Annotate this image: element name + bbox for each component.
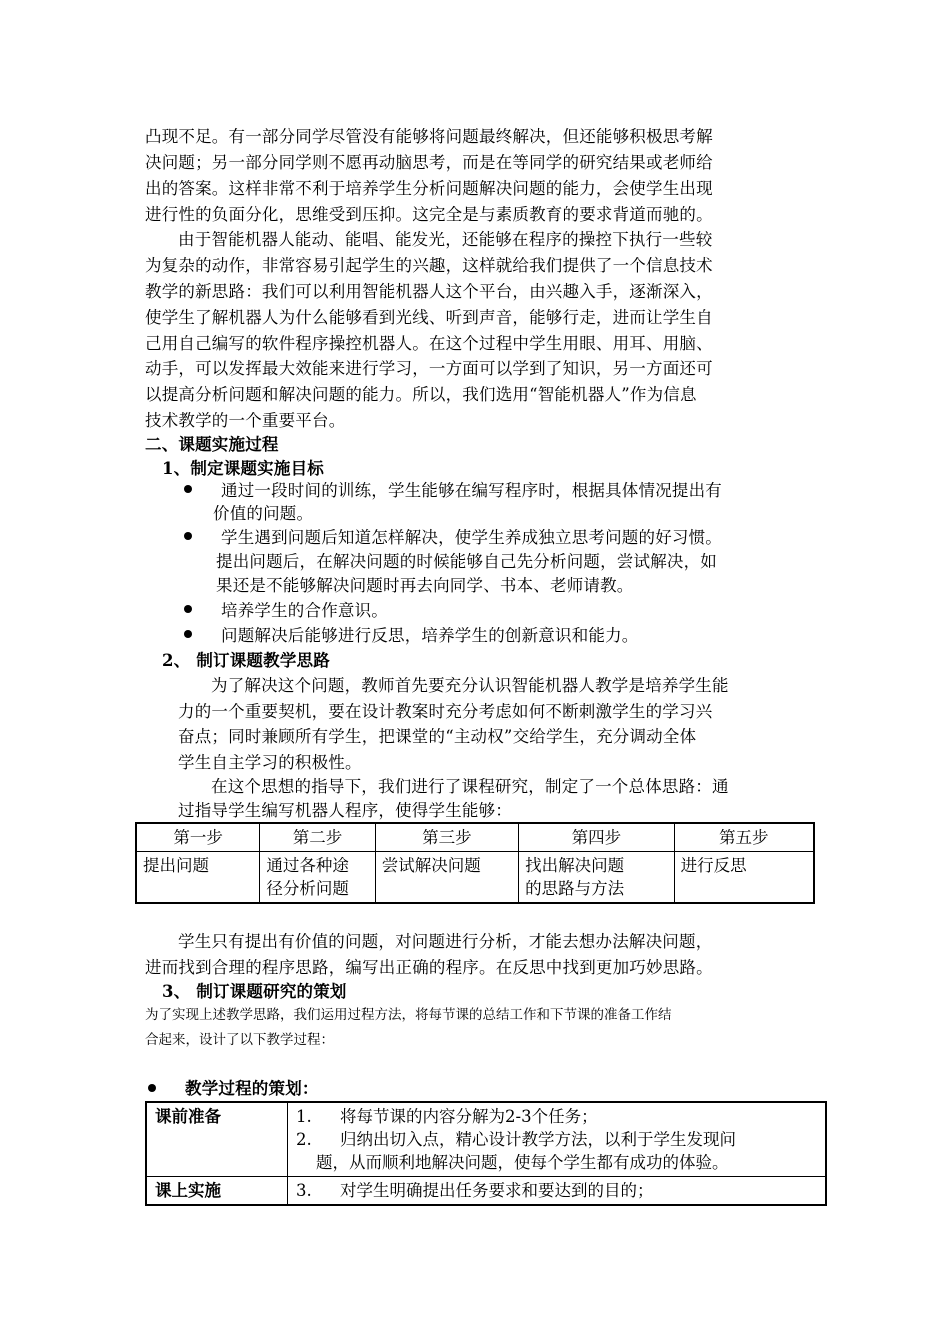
subsection-heading: 2、 制订课题教学思路: [162, 651, 330, 670]
paragraph-line: 己用自己编写的软件程序操控机器人。在这个过程中学生用眼、用耳、用脑、: [145, 334, 713, 353]
table-header-cell: 第一步: [136, 823, 260, 852]
plan-item: [296, 1128, 817, 1151]
cell-text: 的思路与方法: [525, 879, 625, 898]
table-row: [146, 1177, 826, 1206]
paragraph-line: 为复杂的动作，非常容易引起学生的兴趣，这样就给我们提供了一个信息技术: [145, 256, 713, 275]
section-heading: 二、课题实施过程: [145, 435, 279, 454]
item-text: 将每节课的内容分解为2-3个任务；: [340, 1107, 598, 1126]
plan-table: [145, 1101, 827, 1206]
paragraph-line: 奋点；同时兼顾所有学生，把课堂的“主动权”交给学生，充分调动全体: [178, 727, 697, 746]
item-text: 归纳出切入点，精心设计教学方法，以利于学生发现问: [340, 1130, 736, 1149]
table-cell: [260, 852, 375, 904]
table-header-row: [136, 823, 814, 852]
plan-items-cell: [288, 1102, 827, 1177]
paragraph-line: 合起来，设计了以下教学过程：: [145, 1032, 334, 1048]
paragraph-line: 进行性的负面分化，思维受到压抑。这完全是与素质教育的要求背道而驰的。: [145, 205, 713, 224]
steps-table: [135, 822, 815, 904]
plan-stage-label: 课前准备: [146, 1102, 288, 1177]
bullet-icon: [184, 630, 192, 638]
goal-line: 通过一段时间的训练，学生能够在编写程序时，根据具体情况提出有: [221, 481, 722, 500]
goal-line: 问题解决后能够进行反思，培养学生的创新意识和能力。: [221, 626, 639, 645]
bullet-icon: [184, 605, 192, 613]
paragraph-line: 动手，可以发挥最大效能来进行学习，一方面可以学到了知识，另一方面还可: [145, 359, 713, 378]
paragraph-line: 为了实现上述教学思路，我们运用过程方法，将每节课的总结工作和下节课的准备工作结: [145, 1007, 672, 1023]
item-number: 2.: [296, 1130, 312, 1149]
table-header-cell: 第四步: [519, 823, 674, 852]
table-cell: [519, 852, 674, 904]
table-row: [136, 852, 814, 904]
goal-line: 果还是不能够解决问题时再去向同学、书本、老师请教。: [216, 576, 634, 595]
goal-line: 价值的问题。: [213, 504, 314, 523]
plan-stage-label: 课上实施: [146, 1177, 288, 1206]
plan-item: [296, 1105, 817, 1128]
subsection-heading: 1、制定课题实施目标: [162, 459, 324, 478]
table-cell: [674, 852, 814, 904]
goal-line: 学生遇到问题后知道怎样解决，使学生养成独立思考问题的好习惯。: [221, 528, 722, 547]
bullet-icon: [184, 485, 192, 493]
table-cell: [375, 852, 518, 904]
item-number: 3.: [296, 1181, 312, 1200]
cell-text: 径分析问题: [266, 879, 349, 898]
table-row: [146, 1102, 826, 1177]
paragraph-line: 使学生了解机器人为什么能够看到光线、听到声音，能够行走，进而让学生自: [145, 308, 713, 327]
plan-heading: 教学过程的策划：: [185, 1079, 319, 1098]
table-cell: [136, 852, 260, 904]
plan-items-cell: [288, 1177, 827, 1206]
table-header-cell: 第三步: [375, 823, 518, 852]
cell-text: 通过各种途: [266, 856, 349, 875]
item-text: 对学生明确提出任务要求和要达到的目的；: [340, 1181, 654, 1200]
paragraph-line: 力的一个重要契机，要在设计教案时充分考虑如何不断刺激学生的学习兴: [178, 702, 713, 721]
bullet-icon: [148, 1084, 156, 1092]
paragraph-line: 为了解决这个问题，教师首先要充分认识智能机器人教学是培养学生能: [211, 676, 729, 695]
table-header-cell: 第五步: [674, 823, 814, 852]
paragraph-line: 过指导学生编写机器人程序，使得学生能够：: [178, 801, 512, 820]
cell-text: 找出解决问题: [525, 856, 625, 875]
cell-text: 尝试解决问题: [381, 856, 481, 875]
cell-text: 提出问题: [143, 856, 209, 875]
paragraph-line: 出的答案。这样非常不利于培养学生分析问题解决问题的能力，会使学生出现: [145, 179, 713, 198]
paragraph-line: 以提高分析问题和解决问题的能力。所以，我们选用“智能机器人”作为信息: [145, 385, 697, 404]
paragraph-line: 学生只有提出有价值的问题，对问题进行分析，才能去想办法解决问题，: [178, 932, 713, 951]
cell-text: 进行反思: [680, 856, 747, 875]
paragraph-line: 进而找到合理的程序思路，编写出正确的程序。在反思中找到更加巧妙思路。: [145, 958, 713, 977]
paragraph-line: 凸现不足。有一部分同学尽管没有能够将问题最终解决，但还能够积极思考解: [145, 127, 713, 146]
paragraph-line: 在这个思想的指导下，我们进行了课程研究，制定了一个总体思路：通: [211, 777, 729, 796]
plan-item: [296, 1179, 817, 1202]
paragraph-line: 由于智能机器人能动、能唱、能发光，还能够在程序的操控下执行一些较: [178, 230, 713, 249]
goal-line: 提出问题后，在解决问题的时候能够自己先分析问题，尝试解决，如: [216, 552, 717, 571]
plan-item-continuation: 题，从而顺利地解决问题，使每个学生都有成功的体验。: [316, 1153, 729, 1172]
bullet-icon: [184, 532, 192, 540]
paragraph-line: 决问题；另一部分同学则不愿再动脑思考，而是在等同学的研究结果或老师给: [145, 153, 713, 172]
goal-line: 培养学生的合作意识。: [221, 601, 388, 620]
subsection-heading: 3、 制订课题研究的策划: [162, 982, 347, 1001]
item-number: 1.: [296, 1107, 312, 1126]
paragraph-line: 技术教学的一个重要平台。: [145, 411, 346, 430]
table-header-cell: 第二步: [260, 823, 375, 852]
paragraph-line: 教学的新思路：我们可以利用智能机器人这个平台，由兴趣入手，逐渐深入，: [145, 282, 713, 301]
paragraph-line: 学生自主学习的积极性。: [178, 753, 362, 772]
